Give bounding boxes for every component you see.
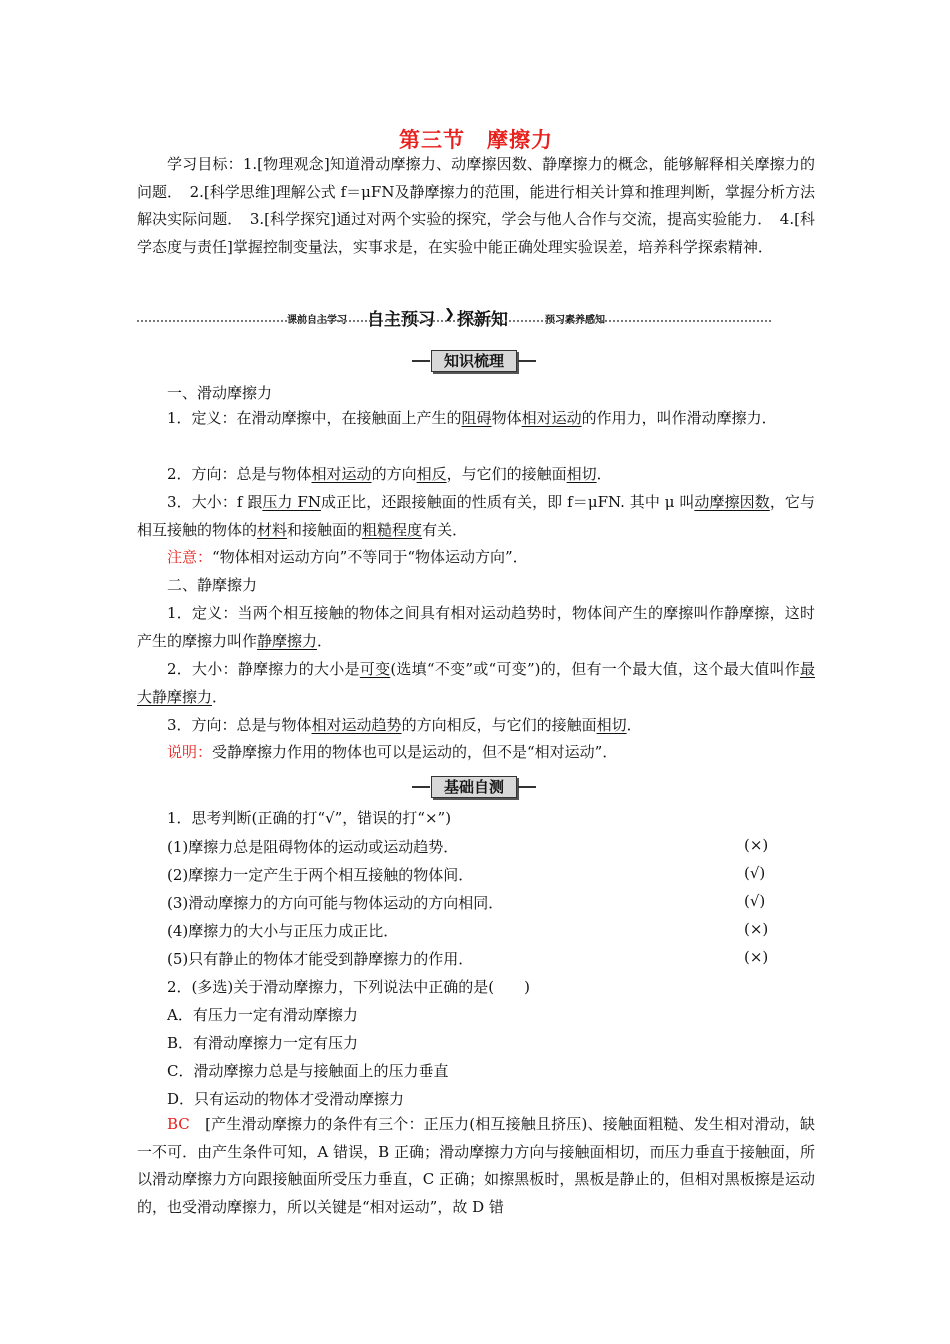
answer-label: BC [167, 1115, 190, 1133]
judge-mark: (×) [744, 920, 769, 938]
answer-explanation: BC [产生滑动摩擦力的条件有三个：正压力(相互接触且挤压)、接触面粗糙、发生相对滑动，缺一不可．由产生条件可知，A 错误，B 正确；滑动摩擦力方向与接触面相切，而压力垂直于接触面，所以滑动摩擦力方向跟接触面所受压力垂直，C 正确；如擦黑板时，黑板是静止的，但相对黑板擦是运动的，也受滑动摩擦力，所以关键是“相对运动”，故 D 错 [137, 1115, 815, 1216]
section-heading-knowledge: 知识梳理 [412, 350, 536, 370]
direction-sliding-friction: 2．方向：总是与物体相对运动的方向相反，与它们的接触面相切． [167, 465, 612, 483]
magnitude-static-friction: 2．大小：静摩擦力的大小是可变(选填“不变”或“可变”)的，但有一个最大值，这个最大值叫作最大静摩擦力． [137, 660, 815, 706]
page-title: 第三节 摩擦力 [399, 128, 553, 152]
option-b: B．有滑动摩擦力一定有压力 [167, 1034, 359, 1052]
judge-item: (2)摩擦力一定产生于两个相互接触的物体间． [167, 866, 474, 884]
judge-mark: (×) [744, 836, 769, 854]
judge-item: (1)摩擦力总是阻碍物体的运动或运动趋势． [167, 838, 459, 856]
option-d: D．只有运动的物体才受滑动摩擦力 [167, 1090, 405, 1108]
judge-mark: (√) [744, 864, 766, 882]
learning-objectives: 学习目标：1.[物理观念]知道滑动摩擦力、动摩擦因数、静摩擦力的概念，能够解释相关摩擦力的问题． 2.[科学思维]理解公式 f＝μFN及静摩擦力的范围，能进行相关计算和推理判断，掌握分析方法解决实际问题． 3.[科学探究]通过对两个实验的探究，学会与他人合作与交流，提高实验能力． 4.[科学态度与责任]掌握控制变量法，实事求是，在实验中能正确处理实验误差，培养科学探索精神． [137, 155, 815, 256]
option-a: A．有压力一定有滑动摩擦力 [167, 1006, 358, 1024]
banner-divider [137, 320, 771, 322]
banner-arrow-icon: ❯ [444, 307, 455, 322]
judge-mark: (×) [744, 948, 769, 966]
magnitude-sliding-friction: 3．大小：f 跟压力 FN成正比，还跟接触面的性质有关，即 f＝μFN. 其中 μ 叫动摩擦因数，它与相互接触的物体的材料和接触面的粗糙程度有关． [137, 493, 815, 539]
heading-static-friction: 二、静摩擦力 [167, 576, 258, 594]
explanation-line: 说明：受静摩擦力作用的物体也可以是运动的，但不是“相对运动”． [167, 743, 618, 761]
judge-item: (4)摩擦力的大小与正压力成正比． [167, 922, 399, 940]
section-banner [137, 305, 771, 330]
banner-main-text-2: 探新知 [457, 310, 508, 330]
banner-right-text: 预习素养感知 [545, 315, 605, 326]
direction-static-friction: 3．方向：总是与物体相对运动趋势的方向相反，与它们的接触面相切． [167, 716, 642, 734]
section-heading-selftest: 基础自测 [412, 776, 536, 796]
question-1: 1．思考判断(正确的打“√”，错误的打“×”) [167, 809, 452, 827]
judge-item: (3)滑动摩擦力的方向可能与物体运动的方向相同． [167, 894, 504, 912]
banner-main-text: 自主预习 [367, 310, 435, 330]
judge-item: (5)只有静止的物体才能受到静摩擦力的作用． [167, 950, 474, 968]
option-c: C．滑动摩擦力总是与接触面上的压力垂直 [167, 1062, 449, 1080]
def-static-friction: 1．定义：当两个相互接触的物体之间具有相对运动趋势时，物体间产生的摩擦叫作静摩擦，这时产生的摩擦力叫作静摩擦力． [137, 604, 815, 650]
heading-sliding-friction: 一、滑动摩擦力 [167, 384, 273, 402]
banner-left-text: 课前自主学习 [287, 315, 347, 326]
note-line: 注意：“物体相对运动方向”不等同于“物体运动方向”． [167, 548, 528, 566]
def-sliding-friction: 1．定义：在滑动摩擦中，在接触面上产生的阻碍物体相对运动的作用力，叫作滑动摩擦力． [167, 409, 777, 427]
judge-mark: (√) [744, 892, 766, 910]
question-2: 2．(多选)关于滑动摩擦力，下列说法中正确的是( ) [167, 978, 530, 996]
